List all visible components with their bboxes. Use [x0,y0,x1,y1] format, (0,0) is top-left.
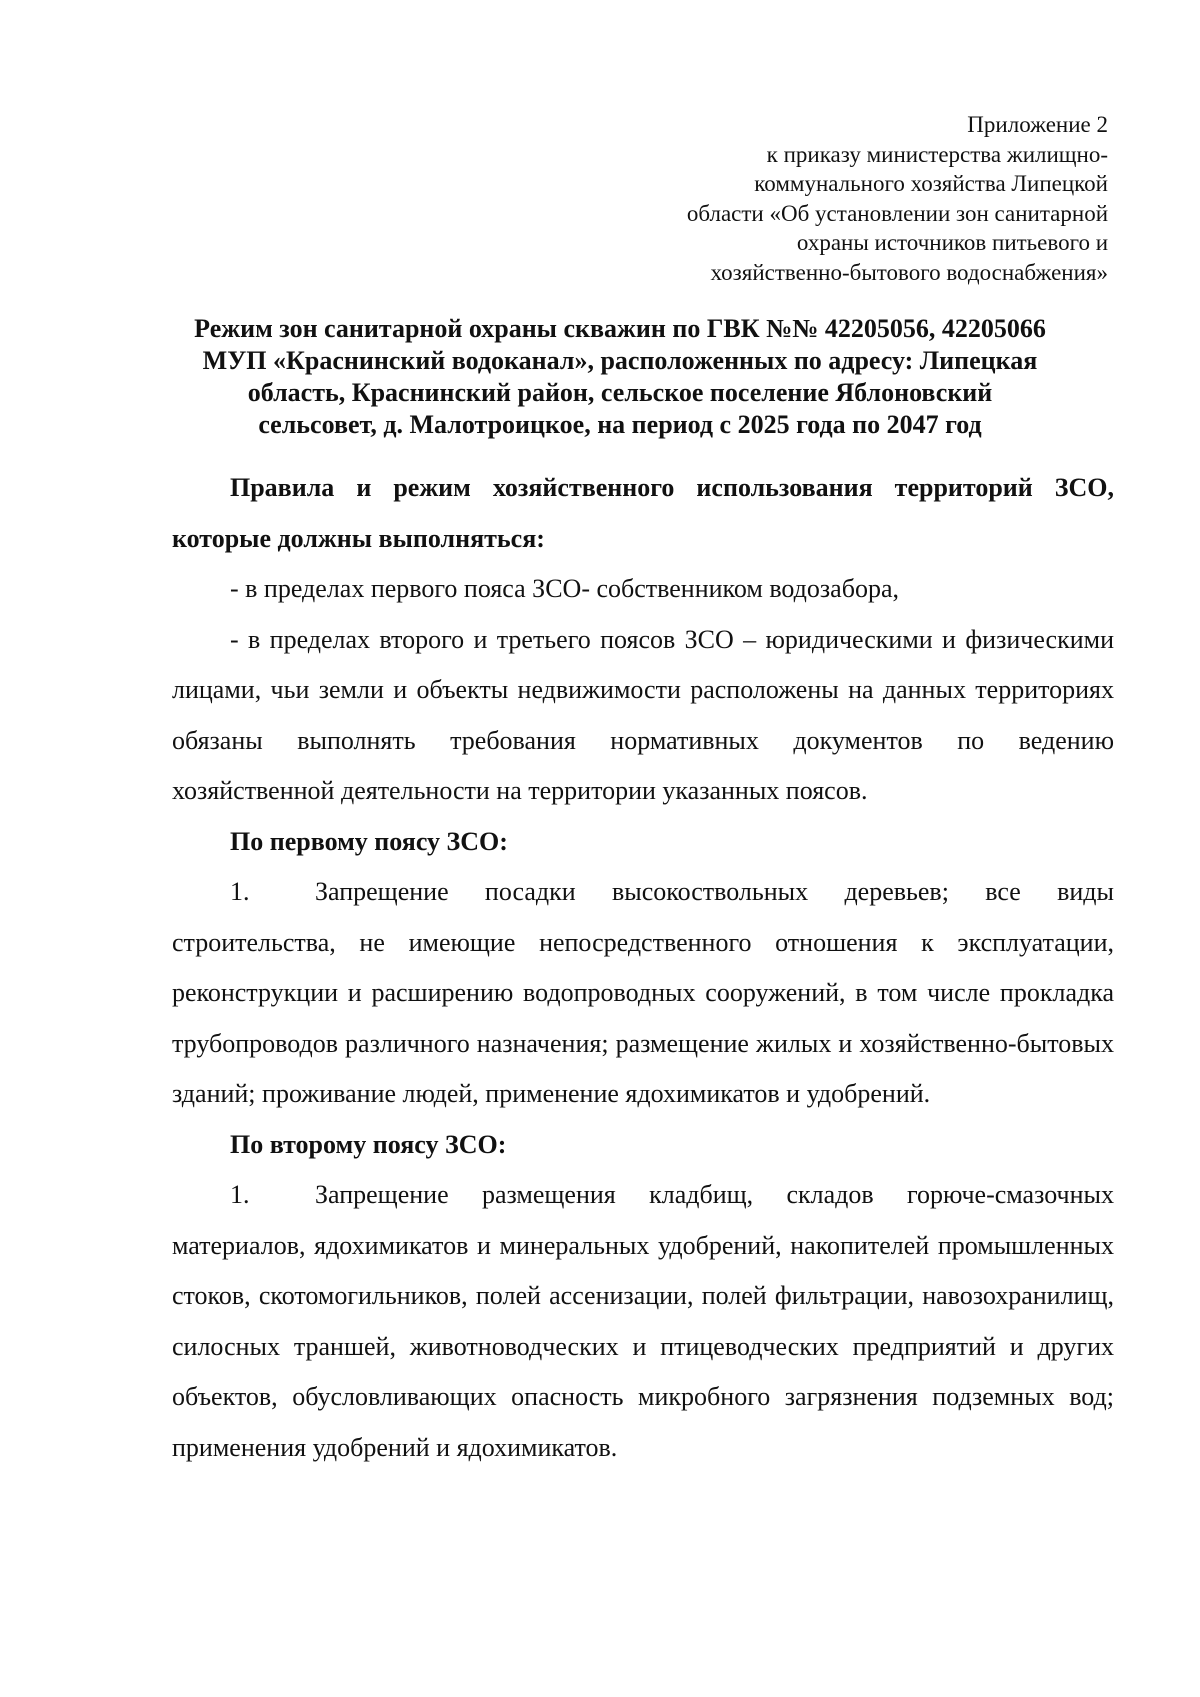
list-item-number: 1. [230,1180,250,1209]
appendix-line: Приложение 2 [967,112,1108,137]
appendix-line: коммунального хозяйства Липецкой [754,171,1108,196]
title-line: сельсовет, д. Малотроицкое, на период с 2025 года по 2047 год [258,410,982,439]
appendix-header [488,110,1108,287]
document-body [172,463,1114,1473]
appendix-line: охраны источников питьевого и [796,230,1108,255]
rules-item-second-third-zone: - в пределах второго и третьего поясов ЗСО – юридическими и физическими лицами, чьи земли и объекты недвижимости расположены на данных территориях обязаны выполнять требования нормативных документов по ведению хозяйственной деятельности на территории указанных поясов. [172,624,1114,805]
rules-heading: Правила и режим хозяйственного использования территорий ЗСО, которые должны выполняться: [172,473,1114,553]
list-item-number: 1. [230,877,250,906]
appendix-line: области «Об установлении зон санитарной [686,200,1108,226]
list-item-text: Запрещение размещения кладбищ, складов горюче-смазочных материалов, ядохимикатов и минеральных удобрений, накопителей промышленных стоков, скотомогильников, полей ассенизации, полей фильтрации, навозохранилищ, силосных траншей, животноводческих и птицеводческих предприятий и других объектов, обусловливающих опасность микробного загрязнения подземных вод; применения удобрений и ядохимикатов. [172,1180,1114,1462]
zone2-item [172,1170,1114,1473]
list-item-text: Запрещение посадки высокоствольных деревьев; все виды строительства, не имеющие непосредственного отношения к эксплуатации, реконструкции и расширению водопроводных сооружений, в том числе прокладка трубопроводов различного назначения; размещение жилых и хозяйственно-бытовых зданий; проживание людей, применение ядохимикатов и удобрений. [172,877,1114,1108]
rules-item-first-zone: - в пределах первого пояса ЗСО- собственником водозабора, [230,574,899,603]
title-line: Режим зон санитарной охраны скважин по ГВК №№ 42205056, 42205066 [194,314,1046,343]
zone2-heading: По второму поясу ЗСО: [230,1129,507,1159]
zone1-heading: По первому поясу ЗСО: [230,826,508,856]
title-line: МУП «Краснинский водоканал», расположенных по адресу: Липецкая [202,346,1038,375]
zone1-item [172,867,1114,1120]
title-line: область, Краснинский район, сельское поселение Яблоновский [247,378,993,407]
document-title [150,313,1090,441]
appendix-line: к приказу министерства жилищно- [766,141,1108,167]
appendix-line: хозяйственно-бытового водоснабжения» [710,259,1108,285]
